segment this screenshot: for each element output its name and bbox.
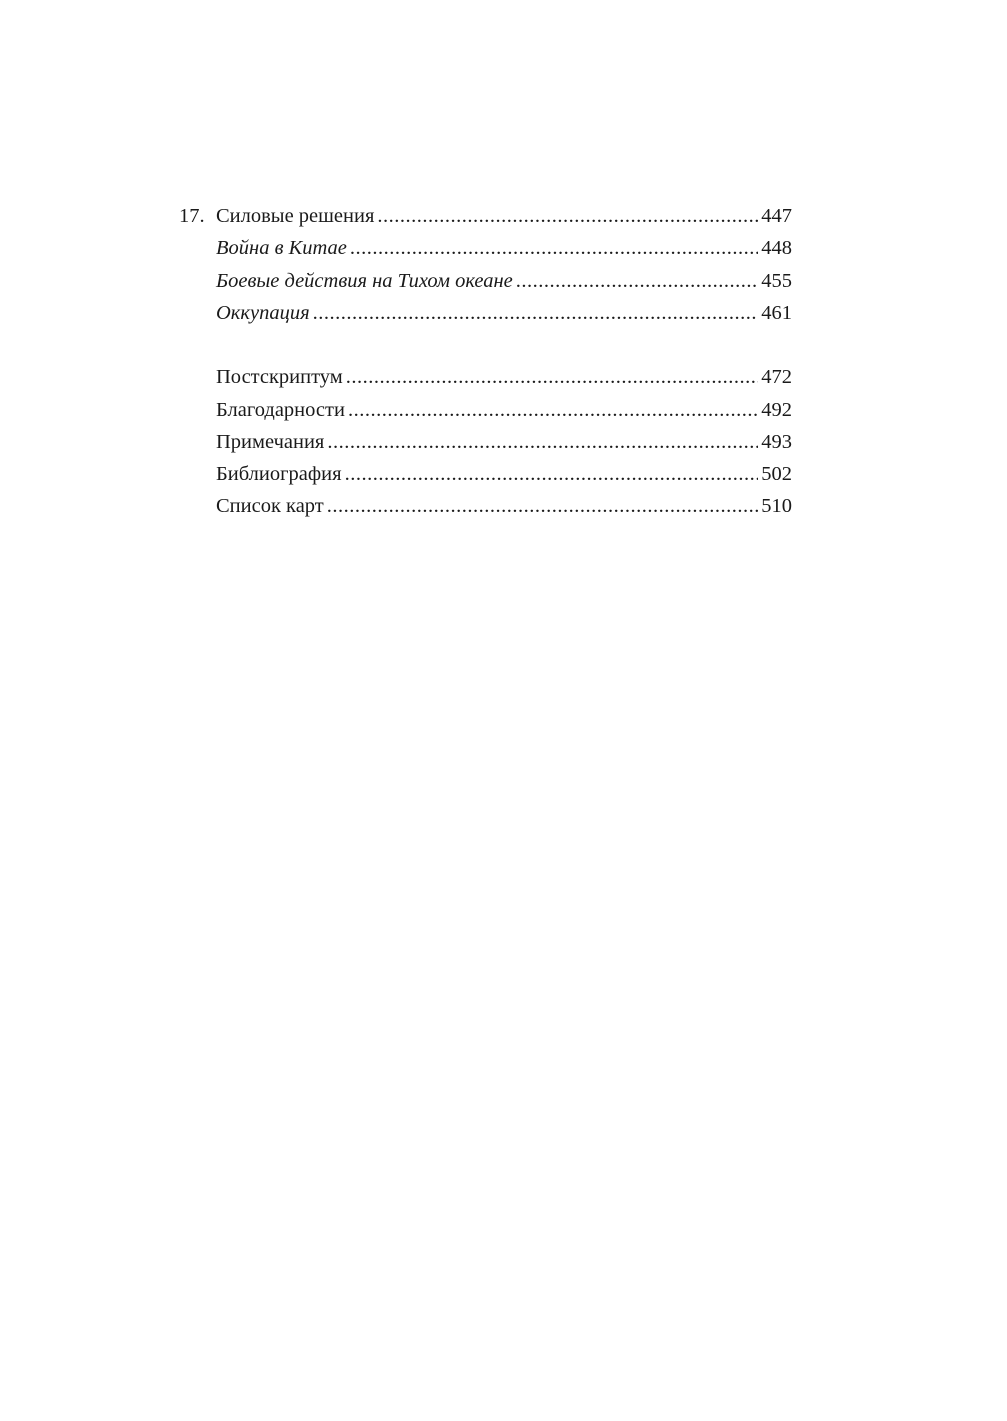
toc-entry-title: Примечания bbox=[216, 431, 325, 453]
toc-entry-page: 472 bbox=[761, 366, 792, 388]
chapter-number: 17. bbox=[179, 205, 205, 227]
toc-entry-postscript[interactable] bbox=[216, 361, 792, 393]
toc-entry-page: 448 bbox=[761, 237, 792, 259]
toc-entry-chapter-17[interactable] bbox=[179, 200, 792, 232]
dot-leader bbox=[346, 361, 758, 393]
toc-entry-bibliography[interactable] bbox=[216, 458, 792, 490]
toc-entry-section[interactable] bbox=[216, 232, 792, 264]
toc-entry-page: 492 bbox=[761, 399, 792, 421]
toc-entry-title: Боевые действия на Тихом океане bbox=[216, 270, 513, 292]
toc-entry-title: Список карт bbox=[216, 495, 324, 517]
toc-entry-title: Библиография bbox=[216, 463, 342, 485]
toc-entry-title: Постскриптум bbox=[216, 366, 343, 388]
toc-entry-list-of-maps[interactable] bbox=[216, 490, 792, 522]
toc-entry-page: 447 bbox=[761, 205, 792, 227]
dot-leader bbox=[345, 458, 759, 490]
dot-leader bbox=[327, 426, 758, 458]
toc-entry-notes[interactable] bbox=[216, 426, 792, 458]
dot-leader bbox=[377, 200, 758, 232]
toc-entry-acknowledgements[interactable] bbox=[216, 394, 792, 426]
toc-entry-title: Оккупация bbox=[216, 302, 310, 324]
toc-entry-page: 455 bbox=[761, 270, 792, 292]
toc-entry-title: Благодарности bbox=[216, 399, 345, 421]
toc-entry-section[interactable] bbox=[216, 297, 792, 329]
toc-entry-page: 510 bbox=[761, 495, 792, 517]
dot-leader bbox=[516, 265, 758, 297]
dot-leader bbox=[350, 232, 758, 264]
toc-entry-page: 461 bbox=[761, 302, 792, 324]
toc-entry-page: 502 bbox=[761, 463, 792, 485]
toc-entry-section[interactable] bbox=[216, 265, 792, 297]
toc-entry-title: Война в Китае bbox=[216, 237, 347, 259]
dot-leader bbox=[313, 297, 759, 329]
toc-entry-title: Силовые решения bbox=[216, 205, 375, 227]
toc-entry-page: 493 bbox=[761, 431, 792, 453]
dot-leader bbox=[327, 490, 759, 522]
dot-leader bbox=[348, 394, 758, 426]
